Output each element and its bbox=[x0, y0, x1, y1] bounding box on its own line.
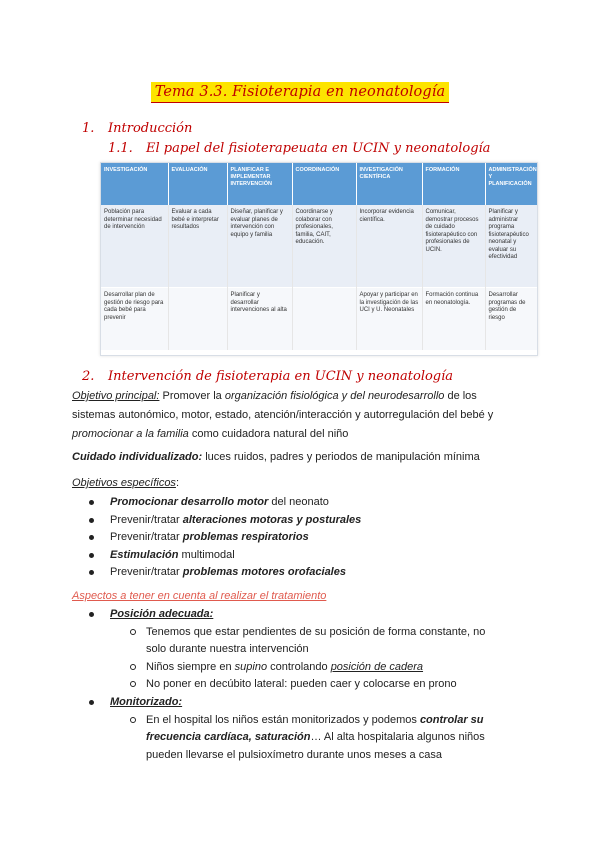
bullet-icon bbox=[89, 535, 94, 540]
objetivo-text-2: organización fisiológica y del neurodesarrollo bbox=[224, 390, 445, 402]
item-post: multimodal bbox=[178, 548, 235, 561]
posicion-item-text: controlando bbox=[267, 660, 331, 673]
posicion-item-emphasis: supino bbox=[234, 660, 268, 673]
table-cell: Incorporar evidencia científica. bbox=[356, 205, 422, 288]
bullet-icon bbox=[89, 500, 94, 505]
especificos-heading bbox=[72, 474, 502, 493]
list-item bbox=[86, 694, 506, 764]
table-cell: Formación continua en neonatología. bbox=[422, 288, 485, 351]
roles-table-grid bbox=[101, 163, 538, 350]
table-header-row bbox=[101, 163, 537, 205]
item-pre: Prevenir/tratar bbox=[110, 513, 183, 526]
table-header: FORMACIÓN bbox=[422, 163, 485, 205]
sub-bullet-icon bbox=[130, 717, 136, 723]
item-emphasis: Promocionar desarrollo motor bbox=[110, 496, 269, 508]
item-emphasis: problemas respiratorios bbox=[182, 531, 309, 544]
objetivo-text-1: Promover la bbox=[159, 390, 225, 402]
item-post: del neonato bbox=[268, 496, 329, 508]
table-row bbox=[101, 205, 537, 288]
item-emphasis: Estimulación bbox=[110, 548, 179, 561]
table-header: COORDINACIÓN bbox=[292, 163, 356, 205]
list-item bbox=[86, 494, 361, 512]
table-header: EVALUACIÓN bbox=[168, 163, 227, 205]
table-cell: Evaluar a cada bebé e interpretar resultados bbox=[168, 205, 227, 288]
cuidado-paragraph bbox=[72, 448, 502, 467]
item-pre: Prevenir/tratar bbox=[110, 531, 183, 544]
heading-2-text: Intervención de fisioterapia en UCIN y neonatología bbox=[108, 369, 454, 384]
posicion-sublist bbox=[110, 624, 506, 694]
heading-1-text: Introducción bbox=[108, 121, 193, 136]
objetivo-text-5: como cuidadora natural del niño bbox=[188, 428, 349, 440]
table-cell: Desarrollar plan de gestión de riesgo para cada bebé para prevenir bbox=[101, 288, 168, 351]
posicion-item-text: Tenemos que estar pendientes de su posición de forma constante, no solo durante nuestra intervención bbox=[146, 625, 486, 656]
sub-bullet-icon bbox=[130, 664, 136, 670]
objetivo-text-3: de los sistemas autonómico, motor, estado, atención/interacción y autorregulación del bebé y bbox=[72, 390, 494, 421]
bullet-icon bbox=[89, 570, 94, 575]
posicion-item-text: Niños siempre en bbox=[146, 660, 235, 673]
table-cell bbox=[292, 288, 356, 351]
table-cell: Comunicar, demostrar procesos de cuidado fisioterapéutico con profesionales de UCIN. bbox=[422, 205, 485, 288]
table-cell bbox=[168, 288, 227, 351]
table-cell: Planificar y desarrollar intervenciones al alta bbox=[227, 288, 292, 351]
monitorizado-emphasis: controlar su frecuencia cardíaca, saturación bbox=[146, 713, 484, 744]
table-header: ADMINISTRACIÓN Y PLANIFICACIÓN bbox=[485, 163, 537, 205]
bullet-icon bbox=[89, 518, 94, 523]
table-cell: Diseñar, planificar y evaluar planes de intervención con equipo y familia bbox=[227, 205, 292, 288]
list-item bbox=[110, 676, 506, 694]
aspectos-label: Aspectos a tener en cuenta al realizar el tratamiento bbox=[72, 590, 327, 602]
especificos-list bbox=[86, 494, 361, 582]
bullet-icon bbox=[89, 700, 94, 705]
bullet-icon bbox=[89, 553, 94, 558]
item-emphasis: alteraciones motoras y posturales bbox=[182, 513, 362, 526]
objetivo-label: Objetivo principal: bbox=[72, 390, 160, 402]
item-pre: Prevenir/tratar bbox=[110, 566, 183, 579]
monitorizado-sublist bbox=[110, 712, 506, 765]
especificos-colon: : bbox=[175, 477, 179, 489]
heading-1-number: 1. bbox=[82, 121, 95, 136]
heading-1-1-number: 1.1. bbox=[108, 141, 133, 156]
sub-bullet-icon bbox=[130, 681, 136, 687]
table-header: PLANIFICAR E IMPLEMENTAR INTERVENCIÓN bbox=[227, 163, 292, 205]
table-cell: Planificar y administrar programa fisioterapéutico neonatal y evaluar su efectividad bbox=[485, 205, 537, 288]
sub-bullet-icon bbox=[130, 629, 136, 635]
table-row bbox=[101, 288, 537, 351]
posicion-item-text: No poner en decúbito lateral: pueden caer y colocarse en prono bbox=[146, 678, 457, 691]
aspectos-list bbox=[86, 606, 506, 764]
item-emphasis: problemas motores orofaciales bbox=[182, 566, 346, 579]
heading-2-number: 2. bbox=[82, 369, 95, 384]
objetivo-text-4: promocionar a la familia bbox=[72, 428, 189, 440]
list-item bbox=[86, 547, 361, 565]
list-item bbox=[86, 512, 361, 530]
posicion-label: Posición adecuada: bbox=[110, 608, 214, 620]
monitorizado-text: En el hospital los niños están monitorizados y podemos bbox=[146, 713, 420, 726]
heading-2 bbox=[82, 369, 453, 384]
list-item bbox=[110, 712, 506, 765]
cuidado-label: Cuidado individualizado: bbox=[72, 451, 203, 463]
cuidado-text: luces ruidos, padres y periodos de manipulación mínima bbox=[202, 451, 480, 463]
page-title: Tema 3.3. Fisioterapia en neonatología bbox=[151, 82, 450, 103]
list-item bbox=[110, 624, 506, 659]
title-wrap bbox=[0, 82, 600, 103]
heading-1 bbox=[82, 121, 192, 136]
table-cell: Apoyar y participar en la investigación de las UCI y U. Neonatales bbox=[356, 288, 422, 351]
table-cell: Coordinarse y colaborar con profesionales, familia, CAIT, educación. bbox=[292, 205, 356, 288]
table-header: INVESTIGACIÓN CIENTÍFICA bbox=[356, 163, 422, 205]
table-cell: Desarrollar programas de gestión de riesgo bbox=[485, 288, 537, 351]
table-header: INVESTIGACIÓN bbox=[101, 163, 168, 205]
heading-1-1 bbox=[108, 141, 490, 156]
table-cell: Población para determinar necesidad de intervención bbox=[101, 205, 168, 288]
roles-table bbox=[100, 162, 538, 356]
posicion-item-underline: posición de cadera bbox=[330, 660, 424, 673]
list-item bbox=[110, 659, 506, 677]
monitorizado-text: … Al alta hospitalaria algunos niños pueden llevarse el pulsioxímetro durante unos meses a casa bbox=[146, 731, 485, 761]
heading-1-1-text: El papel del fisioterapeuata en UCIN y neonatología bbox=[146, 141, 491, 156]
monitorizado-label: Monitorizado: bbox=[110, 695, 183, 708]
list-item bbox=[86, 564, 361, 582]
especificos-label: Objetivos específicos bbox=[72, 477, 176, 489]
aspectos-heading bbox=[72, 587, 502, 606]
list-item bbox=[86, 529, 361, 547]
bullet-icon bbox=[89, 612, 94, 617]
objetivo-paragraph bbox=[72, 387, 502, 444]
list-item bbox=[86, 606, 506, 694]
